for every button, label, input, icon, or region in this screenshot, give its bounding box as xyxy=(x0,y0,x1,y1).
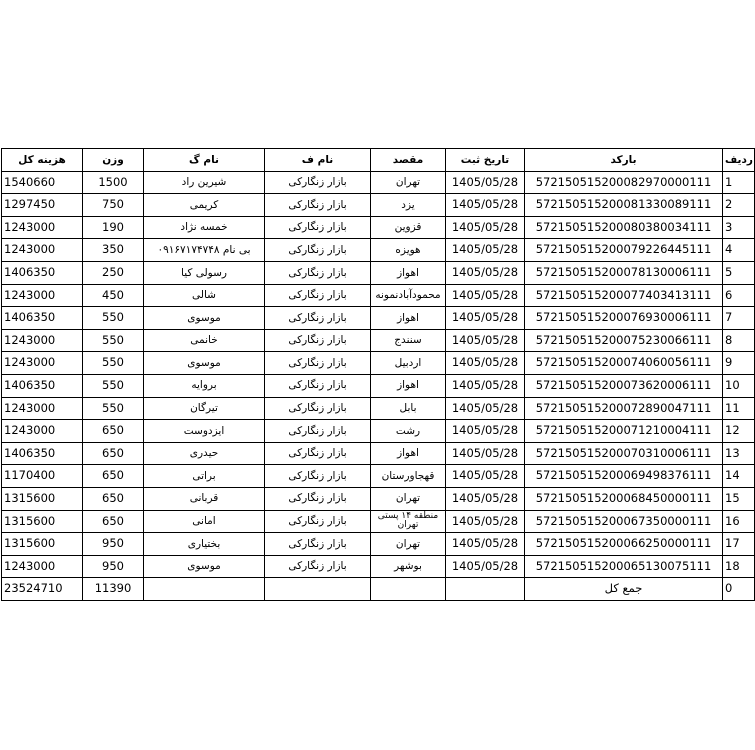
header-first-name: نام ف xyxy=(265,149,371,172)
cell-row-number: 7 xyxy=(723,307,755,330)
cell-first-name: بازار زنگارکی xyxy=(265,487,371,510)
cell-weight: 450 xyxy=(83,284,144,307)
cell-reg-date: 1405/05/28 xyxy=(446,555,525,578)
cell-total-cost: 1243000 xyxy=(2,397,83,420)
cell-destination: قزوین xyxy=(371,216,446,239)
cell-barcode: 572150515200072890047111 xyxy=(525,397,723,420)
cell-total-cost: 1315600 xyxy=(2,510,83,533)
cell-total-cost: 1406350 xyxy=(2,307,83,330)
table-row xyxy=(2,261,755,284)
table-row xyxy=(2,352,755,375)
cell-row-number: 4 xyxy=(723,239,755,262)
header-reg-date: تاریخ ثبت xyxy=(446,149,525,172)
cell-reg-date: 1405/05/28 xyxy=(446,487,525,510)
header-row xyxy=(2,149,755,172)
cell-weight: 650 xyxy=(83,487,144,510)
cell-last-name: ایزدوست xyxy=(144,420,265,443)
cell-destination: اهواز xyxy=(371,442,446,465)
table-row xyxy=(2,307,755,330)
table-row xyxy=(2,284,755,307)
cell-reg-date: 1405/05/28 xyxy=(446,420,525,443)
cell-reg-date: 1405/05/28 xyxy=(446,284,525,307)
cell-last-name: بختیاری xyxy=(144,533,265,556)
cell-barcode: 572150515200068450000111 xyxy=(525,487,723,510)
cell-reg-date: 1405/05/28 xyxy=(446,239,525,262)
cell-barcode: 572150515200074060056111 xyxy=(525,352,723,375)
table-row xyxy=(2,329,755,352)
cell-destination: بابل xyxy=(371,397,446,420)
cell-weight: 550 xyxy=(83,329,144,352)
cell-first-name: بازار زنگارکی xyxy=(265,307,371,330)
footer-row xyxy=(2,578,755,601)
cell-barcode: 572150515200067350000111 xyxy=(525,510,723,533)
cell-destination: محمودآبادنمونه xyxy=(371,284,446,307)
cell-first-name: بازار زنگارکی xyxy=(265,284,371,307)
cell-row-number: 8 xyxy=(723,329,755,352)
cell-row-number: 17 xyxy=(723,533,755,556)
cell-barcode: 572150515200069498376111 xyxy=(525,465,723,488)
cell-first-name: بازار زنگارکی xyxy=(265,533,371,556)
cell-destination: سنندج xyxy=(371,329,446,352)
cell-last-name: موسوی xyxy=(144,555,265,578)
cell-first-name: بازار زنگارکی xyxy=(265,171,371,194)
cell-row-number: 18 xyxy=(723,555,755,578)
cell-barcode: 572150515200076930006111 xyxy=(525,307,723,330)
cell-first-name: بازار زنگارکی xyxy=(265,555,371,578)
cell-destination: بوشهر xyxy=(371,555,446,578)
footer-empty-cell xyxy=(265,578,371,601)
table-body xyxy=(2,171,755,578)
cell-total-cost: 1243000 xyxy=(2,239,83,262)
cell-last-name: خمسه نژاد xyxy=(144,216,265,239)
cell-barcode: 572150515200065130075111 xyxy=(525,555,723,578)
cell-last-name: خانمی xyxy=(144,329,265,352)
cell-destination: قهجاورستان xyxy=(371,465,446,488)
table-row xyxy=(2,374,755,397)
cell-last-name: حیدری xyxy=(144,442,265,465)
cell-first-name: بازار زنگارکی xyxy=(265,329,371,352)
cell-weight: 950 xyxy=(83,533,144,556)
cell-weight: 190 xyxy=(83,216,144,239)
header-total-cost: هزینه کل xyxy=(2,149,83,172)
cell-last-name: رسولی کیا xyxy=(144,261,265,284)
header-weight: وزن xyxy=(83,149,144,172)
cell-weight: 650 xyxy=(83,510,144,533)
shipment-table xyxy=(1,148,755,601)
cell-weight: 650 xyxy=(83,442,144,465)
cell-weight: 550 xyxy=(83,397,144,420)
cell-last-name: قربانی xyxy=(144,487,265,510)
cell-total-cost: 1406350 xyxy=(2,442,83,465)
table-row xyxy=(2,510,755,533)
cell-row-number: 1 xyxy=(723,171,755,194)
table-row xyxy=(2,171,755,194)
cell-row-number: 16 xyxy=(723,510,755,533)
cell-last-name: تیرگان xyxy=(144,397,265,420)
cell-weight: 750 xyxy=(83,194,144,217)
cell-reg-date: 1405/05/28 xyxy=(446,397,525,420)
cell-reg-date: 1405/05/28 xyxy=(446,171,525,194)
table-row xyxy=(2,487,755,510)
cell-last-name: براتی xyxy=(144,465,265,488)
cell-destination: اهواز xyxy=(371,307,446,330)
cell-first-name: بازار زنگارکی xyxy=(265,352,371,375)
cell-last-name: کریمی xyxy=(144,194,265,217)
cell-first-name: بازار زنگارکی xyxy=(265,374,371,397)
cell-barcode: 572150515200078130006111 xyxy=(525,261,723,284)
cell-reg-date: 1405/05/28 xyxy=(446,352,525,375)
header-last-name: نام گ xyxy=(144,149,265,172)
cell-reg-date: 1405/05/28 xyxy=(446,510,525,533)
cell-weight: 550 xyxy=(83,374,144,397)
cell-destination: اهواز xyxy=(371,261,446,284)
cell-last-name: بروایه xyxy=(144,374,265,397)
cell-last-name: موسوی xyxy=(144,352,265,375)
cell-barcode: 572150515200066250000111 xyxy=(525,533,723,556)
cell-reg-date: 1405/05/28 xyxy=(446,216,525,239)
cell-destination: رشت xyxy=(371,420,446,443)
cell-total-cost: 1243000 xyxy=(2,555,83,578)
cell-total-cost: 1406350 xyxy=(2,374,83,397)
header-row-number: ردیف xyxy=(723,149,755,172)
cell-destination: تهران xyxy=(371,533,446,556)
cell-reg-date: 1405/05/28 xyxy=(446,465,525,488)
cell-weight: 650 xyxy=(83,420,144,443)
cell-total-cost: 1315600 xyxy=(2,487,83,510)
cell-barcode: 572150515200070310006111 xyxy=(525,442,723,465)
cell-first-name: بازار زنگارکی xyxy=(265,261,371,284)
cell-total-cost: 1243000 xyxy=(2,420,83,443)
cell-first-name: بازار زنگارکی xyxy=(265,442,371,465)
cell-barcode: 572150515200073620006111 xyxy=(525,374,723,397)
cell-destination: اردبیل xyxy=(371,352,446,375)
table-row xyxy=(2,442,755,465)
table-row xyxy=(2,194,755,217)
cell-last-name: بی نام ۰۹۱۶۷۱۷۴۷۴۸ xyxy=(144,239,265,262)
cell-total-cost: 1297450 xyxy=(2,194,83,217)
cell-row-number: 9 xyxy=(723,352,755,375)
cell-row-number: 6 xyxy=(723,284,755,307)
cell-weight: 650 xyxy=(83,465,144,488)
cell-last-name: موسوی xyxy=(144,307,265,330)
table-row xyxy=(2,420,755,443)
cell-first-name: بازار زنگارکی xyxy=(265,510,371,533)
cell-reg-date: 1405/05/28 xyxy=(446,374,525,397)
cell-reg-date: 1405/05/28 xyxy=(446,533,525,556)
cell-weight: 550 xyxy=(83,307,144,330)
cell-row-number: 5 xyxy=(723,261,755,284)
cell-destination: تهران xyxy=(371,171,446,194)
cell-barcode: 572150515200081330089111 xyxy=(525,194,723,217)
footer-empty-cell xyxy=(371,578,446,601)
footer-total-cost: 23524710 xyxy=(2,578,83,601)
cell-row-number: 13 xyxy=(723,442,755,465)
cell-first-name: بازار زنگارکی xyxy=(265,397,371,420)
cell-destination: اهواز xyxy=(371,374,446,397)
cell-reg-date: 1405/05/28 xyxy=(446,261,525,284)
cell-row-number: 10 xyxy=(723,374,755,397)
cell-first-name: بازار زنگارکی xyxy=(265,239,371,262)
table-row xyxy=(2,465,755,488)
cell-total-cost: 1315600 xyxy=(2,533,83,556)
cell-row-number: 2 xyxy=(723,194,755,217)
cell-destination: یزد xyxy=(371,194,446,217)
cell-total-cost: 1243000 xyxy=(2,284,83,307)
cell-weight: 350 xyxy=(83,239,144,262)
cell-barcode: 572150515200082970000111 xyxy=(525,171,723,194)
cell-row-number: 11 xyxy=(723,397,755,420)
shipment-sheet xyxy=(0,148,753,601)
cell-reg-date: 1405/05/28 xyxy=(446,194,525,217)
cell-total-cost: 1540660 xyxy=(2,171,83,194)
cell-destination: منطقه ۱۴ پستی تهران xyxy=(371,510,446,533)
cell-barcode: 572150515200079226445111 xyxy=(525,239,723,262)
cell-last-name: امانی xyxy=(144,510,265,533)
cell-last-name: شالی xyxy=(144,284,265,307)
cell-total-cost: 1170400 xyxy=(2,465,83,488)
footer-empty-cell xyxy=(144,578,265,601)
footer-empty-cell xyxy=(446,578,525,601)
table-row xyxy=(2,555,755,578)
cell-first-name: بازار زنگارکی xyxy=(265,420,371,443)
cell-row-number: 3 xyxy=(723,216,755,239)
footer-weight: 11390 xyxy=(83,578,144,601)
cell-barcode: 572150515200077403413111 xyxy=(525,284,723,307)
cell-weight: 250 xyxy=(83,261,144,284)
cell-barcode: 572150515200071210004111 xyxy=(525,420,723,443)
cell-first-name: بازار زنگارکی xyxy=(265,465,371,488)
cell-row-number: 14 xyxy=(723,465,755,488)
header-barcode: بارکد xyxy=(525,149,723,172)
cell-first-name: بازار زنگارکی xyxy=(265,216,371,239)
cell-reg-date: 1405/05/28 xyxy=(446,307,525,330)
cell-destination: هویزه xyxy=(371,239,446,262)
cell-barcode: 572150515200075230066111 xyxy=(525,329,723,352)
cell-weight: 550 xyxy=(83,352,144,375)
cell-reg-date: 1405/05/28 xyxy=(446,442,525,465)
cell-total-cost: 1406350 xyxy=(2,261,83,284)
cell-destination: تهران xyxy=(371,487,446,510)
cell-row-number: 15 xyxy=(723,487,755,510)
header-destination: مقصد xyxy=(371,149,446,172)
table-row xyxy=(2,216,755,239)
cell-row-number: 12 xyxy=(723,420,755,443)
cell-weight: 950 xyxy=(83,555,144,578)
cell-first-name: بازار زنگارکی xyxy=(265,194,371,217)
cell-total-cost: 1243000 xyxy=(2,329,83,352)
cell-reg-date: 1405/05/28 xyxy=(446,329,525,352)
table-row xyxy=(2,239,755,262)
cell-barcode: 572150515200080380034111 xyxy=(525,216,723,239)
cell-weight: 1500 xyxy=(83,171,144,194)
cell-last-name: شیرین راد xyxy=(144,171,265,194)
cell-total-cost: 1243000 xyxy=(2,352,83,375)
footer-label: جمع کل xyxy=(525,578,723,601)
cell-total-cost: 1243000 xyxy=(2,216,83,239)
table-row xyxy=(2,397,755,420)
table-row xyxy=(2,533,755,556)
footer-row-number: 0 xyxy=(723,578,755,601)
